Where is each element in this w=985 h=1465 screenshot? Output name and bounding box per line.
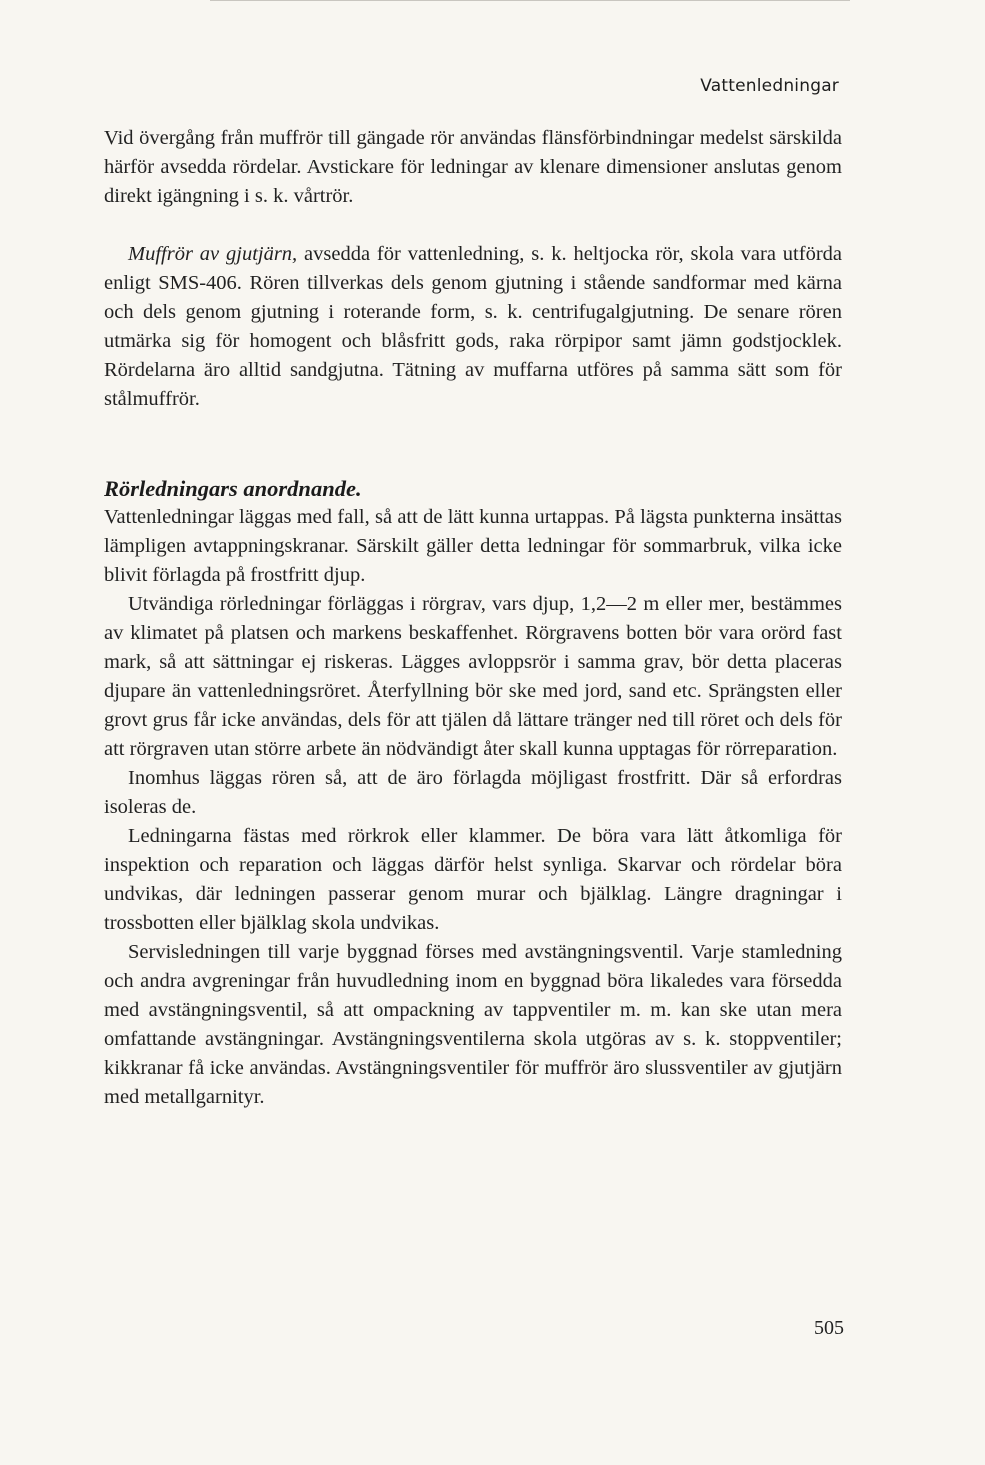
page-number: 505 — [814, 1317, 844, 1339]
top-edge-rule — [210, 0, 850, 1]
paragraph-shutoff-valves: Servisledningen till varje byggnad förses med avstängningsventil. Varje stamledning och andra avgreningar från huvudledning inom en byggnad böra likaledes vara försedda med avstängningsventil, så att ompackning av tappventiler m. m. kan ske utan mera omfattande avstängningar. Avstängningsventilerna skola utgöras av s. k. stoppventiler; kikkranar få icke användas. Avstängningsventiler för muffrör äro slussventiler av gjutjärn med metallgarnityr. — [104, 941, 842, 1108]
paragraph-flange-joints: Vid övergång från muffrör till gängade rör användas flänsförbindningar medelst särskilda härför avsedda rördelar. Avstickare för ledningar av klenare dimensioner anslutas genom direkt igängning i s. k. vårtrör. — [104, 127, 842, 207]
section-heading: Rörledningars anordnande. — [104, 476, 362, 501]
paragraph-cast-iron-text: avsedda för vattenledning, s. k. heltjocka rör, skola vara utförda enligt SMS-406. Rören tillverkas dels genom gjutning i stående sandformar med kärna och dels genom gjutning i roterande form, s. k. centrifugalgjutning. De senare rören utmärka sig för homogent och blåsfritt gods, raka rörpipor samt jämn godstjocklek. Rördelarna äro alltid sandgjutna. Tätning av muffarna utföres på samma sätt som för stålmuffrör. — [104, 243, 842, 410]
paragraph-fastening: Ledningarna fästas med rörkrok eller klammer. De böra vara lätt åtkomliga för inspektion och reparation och läggas därför helst synliga. Skarvar och rördelar böra undvikas, där ledningen passerar genom murar och bjälklag. Längre dragningar i trossbotten eller bjälklag skola undvikas. — [104, 825, 842, 934]
running-head: Vattenledningar — [700, 76, 839, 96]
paragraph-cast-iron-pipes — [104, 240, 842, 414]
paragraph-outdoor-pipes: Utvändiga rörledningar förläggas i rörgrav, vars djup, 1,2—2 m eller mer, bestämmes av klimatet på platsen och markens beskaffenhet. Rörgravens botten bör vara orörd fast mark, så att sättningar ej riskeras. Lägges avloppsrör i samma grav, bör detta placeras djupare än vattenledningsröret. Återfyllning bör ske med jord, sand etc. Sprängsten eller grovt grus får icke användas, dels för att tjälen då lättare tränger ned till röret och dels för att rörgraven utan större arbete än nödvändigt åter skall kunna upptagas för rörreparation. — [104, 593, 842, 760]
paragraph-indoor-pipes: Inomhus läggas rören så, att de äro förlagda möjligast frostfritt. Där så erfordras isoleras de. — [104, 767, 842, 818]
paragraph-slope: Vattenledningar läggas med fall, så att de lätt kunna urtappas. På lägsta punkterna insättas lämpligen avtappningskranar. Särskilt gäller detta ledningar för sommarbruk, vilka icke blivit förlagda på frostfritt djup. — [104, 506, 842, 586]
italic-lead-term: Muffrör av gjutjärn, — [128, 243, 298, 265]
page-body — [104, 124, 842, 1112]
